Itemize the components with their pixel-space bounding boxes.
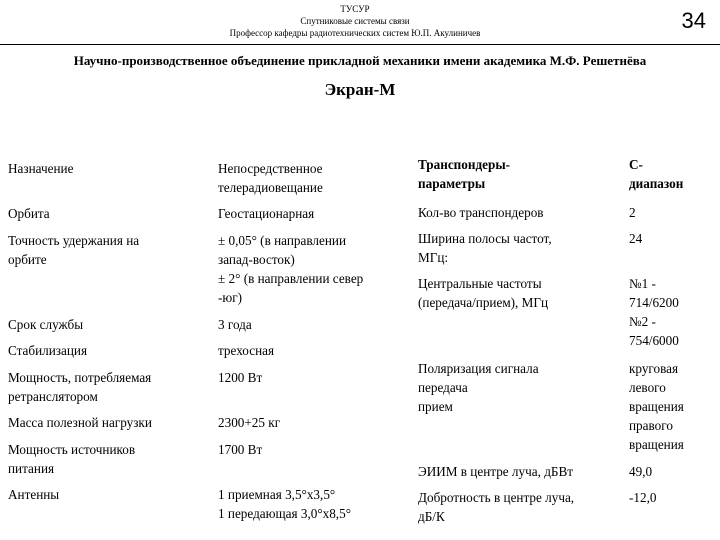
left-label-stabilization: Стабилизация xyxy=(8,343,88,358)
left-label-station-keeping: Точность удержания на орбите xyxy=(8,233,140,267)
left-value-purpose: Непосредственное телерадиовещание xyxy=(218,161,323,195)
left-label-antennas: Антенны xyxy=(8,487,60,502)
right-label-polarization: Поляризация сигнала передача прием xyxy=(418,361,539,414)
right-value-band: С- диапазон xyxy=(629,157,684,191)
right-value-g-over-t: -12,0 xyxy=(629,490,657,505)
right-value-eirp: 49,0 xyxy=(629,464,653,479)
left-label-orbit: Орбита xyxy=(8,206,50,221)
header-course: Спутниковые системы связи xyxy=(300,16,410,26)
right-label-g-over-t: Добротность в центре луча, дБ/К xyxy=(418,490,575,524)
left-value-payload-mass: 2300+25 кг xyxy=(218,415,281,430)
left-value-station-keeping: ± 0,05° (в направлении запад-восток) ± 2° (в направлении север -юг) xyxy=(218,233,364,305)
left-value-stabilization: трехосная xyxy=(218,343,275,358)
right-label-transponder-count: Кол-во транспондеров xyxy=(418,205,544,220)
left-value-antennas: 1 приемная 3,5°х3,5° 1 передающая 3,0°х8,5° xyxy=(218,487,351,521)
left-value-orbit: Геостационарная xyxy=(218,206,315,221)
header-university: ТУСУР xyxy=(340,4,370,14)
left-label-payload-mass: Масса полезной нагрузки xyxy=(8,415,152,430)
right-value-polarization: круговая левого вращения правого вращения xyxy=(629,361,684,452)
right-value-center-frequencies: №1 - 714/6200 №2 - 754/6000 xyxy=(629,276,679,348)
slide-header xyxy=(0,0,720,44)
satellite-title: Экран-М xyxy=(324,80,396,99)
header-author: Профессор кафедры радиотехнических систем Ю.П. Акулиничев xyxy=(229,28,481,38)
left-value-transponder-power: 1200 Вт xyxy=(218,370,263,385)
right-label-eirp: ЭИИМ в центре луча, дБВт xyxy=(418,464,574,479)
left-label-power-supply: Мощность источников питания xyxy=(8,442,136,476)
left-label-purpose: Назначение xyxy=(8,161,74,176)
page-number: 34 xyxy=(681,8,706,33)
left-label-lifetime: Срок службы xyxy=(8,317,84,332)
header-lines xyxy=(190,3,520,39)
right-label-bandwidth: Ширина полосы частот, МГц: xyxy=(418,231,552,265)
right-value-transponder-count: 2 xyxy=(629,205,636,220)
organization-title: Научно-производственное объединение прикладной механики имени академика М.Ф. Решетнёва xyxy=(73,53,647,68)
right-label-transponders: Транспондеры- параметры xyxy=(418,157,511,191)
right-label-center-frequencies: Центральные частоты (передача/прием), МГц xyxy=(418,276,549,310)
header-divider xyxy=(0,44,720,45)
right-value-bandwidth: 24 xyxy=(629,231,643,246)
left-value-lifetime: 3 года xyxy=(218,317,252,332)
left-label-transponder-power: Мощность, потребляемая ретранслятором xyxy=(8,370,152,404)
left-value-power-supply: 1700 Вт xyxy=(218,442,263,457)
